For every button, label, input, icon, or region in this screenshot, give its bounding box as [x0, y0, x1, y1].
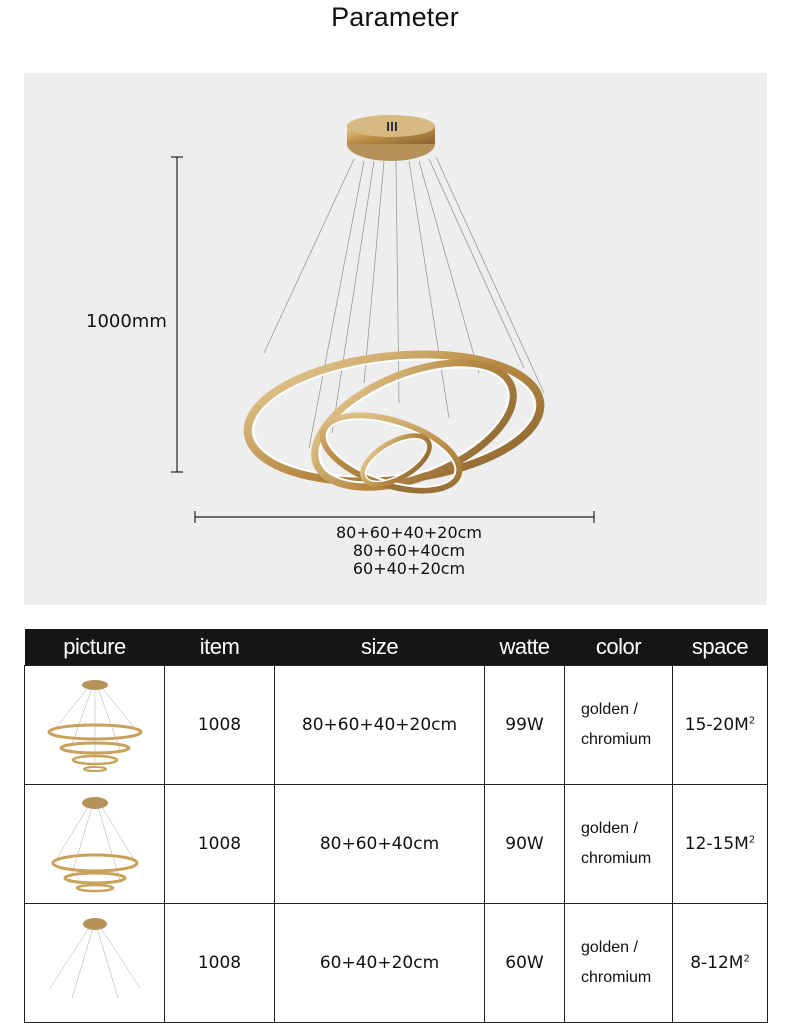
- color-line: chromium: [581, 731, 652, 748]
- size-cell: 80+60+40+20cm: [275, 666, 485, 785]
- header-size: size: [275, 629, 485, 666]
- size-cell: 80+60+40cm: [275, 785, 485, 904]
- size-cell: 60+40+20cm: [275, 904, 485, 1023]
- chandelier-thumbnail-3-ring: [40, 789, 150, 899]
- header-space: space: [673, 629, 768, 666]
- width-label: 80+60+40+20cm: [335, 523, 483, 542]
- watt-cell: 99W: [485, 666, 565, 785]
- item-cell: 1008: [165, 904, 275, 1023]
- chandelier-thumbnail-4-ring: [40, 670, 150, 780]
- suspension-wires: [264, 157, 544, 448]
- table-row: [25, 666, 768, 785]
- height-label: 1000mm: [86, 311, 167, 332]
- width-label: 60+40+20cm: [352, 559, 466, 578]
- color-cell: [565, 666, 673, 785]
- picture-cell: [25, 904, 165, 1023]
- chandelier-thumbnail-3-ring-small: [40, 908, 150, 1018]
- color-cell: [565, 785, 673, 904]
- space-superscript: 2: [743, 953, 750, 965]
- color-line: chromium: [581, 850, 652, 867]
- page-title: Parameter: [331, 2, 459, 32]
- table-header-row: [25, 629, 768, 666]
- picture-cell: [25, 666, 165, 785]
- header-watte: watte: [485, 629, 565, 666]
- color-line: golden /: [581, 820, 638, 837]
- space-value: 15-20M: [684, 715, 749, 735]
- width-dimension-line: [195, 511, 594, 523]
- rings: [241, 337, 546, 512]
- specification-table: [24, 629, 768, 1023]
- canopy: [347, 115, 435, 161]
- picture-cell: [25, 785, 165, 904]
- space-value: 12-15M: [684, 834, 749, 854]
- width-label: 80+60+40cm: [352, 541, 466, 560]
- table-row: [25, 904, 768, 1023]
- color-line: golden /: [581, 939, 638, 956]
- height-dimension-line: [171, 157, 183, 472]
- table-row: [25, 785, 768, 904]
- color-line: chromium: [581, 969, 652, 986]
- space-superscript: 2: [748, 834, 756, 846]
- header-picture: picture: [25, 629, 165, 666]
- space-cell: [673, 666, 768, 785]
- width-labels: [314, 524, 504, 578]
- header-color: color: [565, 629, 673, 666]
- item-cell: 1008: [165, 785, 275, 904]
- product-hero: [24, 73, 767, 605]
- color-line: golden /: [581, 701, 638, 718]
- header-item: item: [165, 629, 275, 666]
- item-cell: 1008: [165, 666, 275, 785]
- color-cell: [565, 904, 673, 1023]
- watt-cell: 90W: [485, 785, 565, 904]
- watt-cell: 60W: [485, 904, 565, 1023]
- space-value: 8-12M: [690, 953, 744, 973]
- space-cell: [673, 904, 768, 1023]
- space-cell: [673, 785, 768, 904]
- space-superscript: 2: [748, 715, 756, 727]
